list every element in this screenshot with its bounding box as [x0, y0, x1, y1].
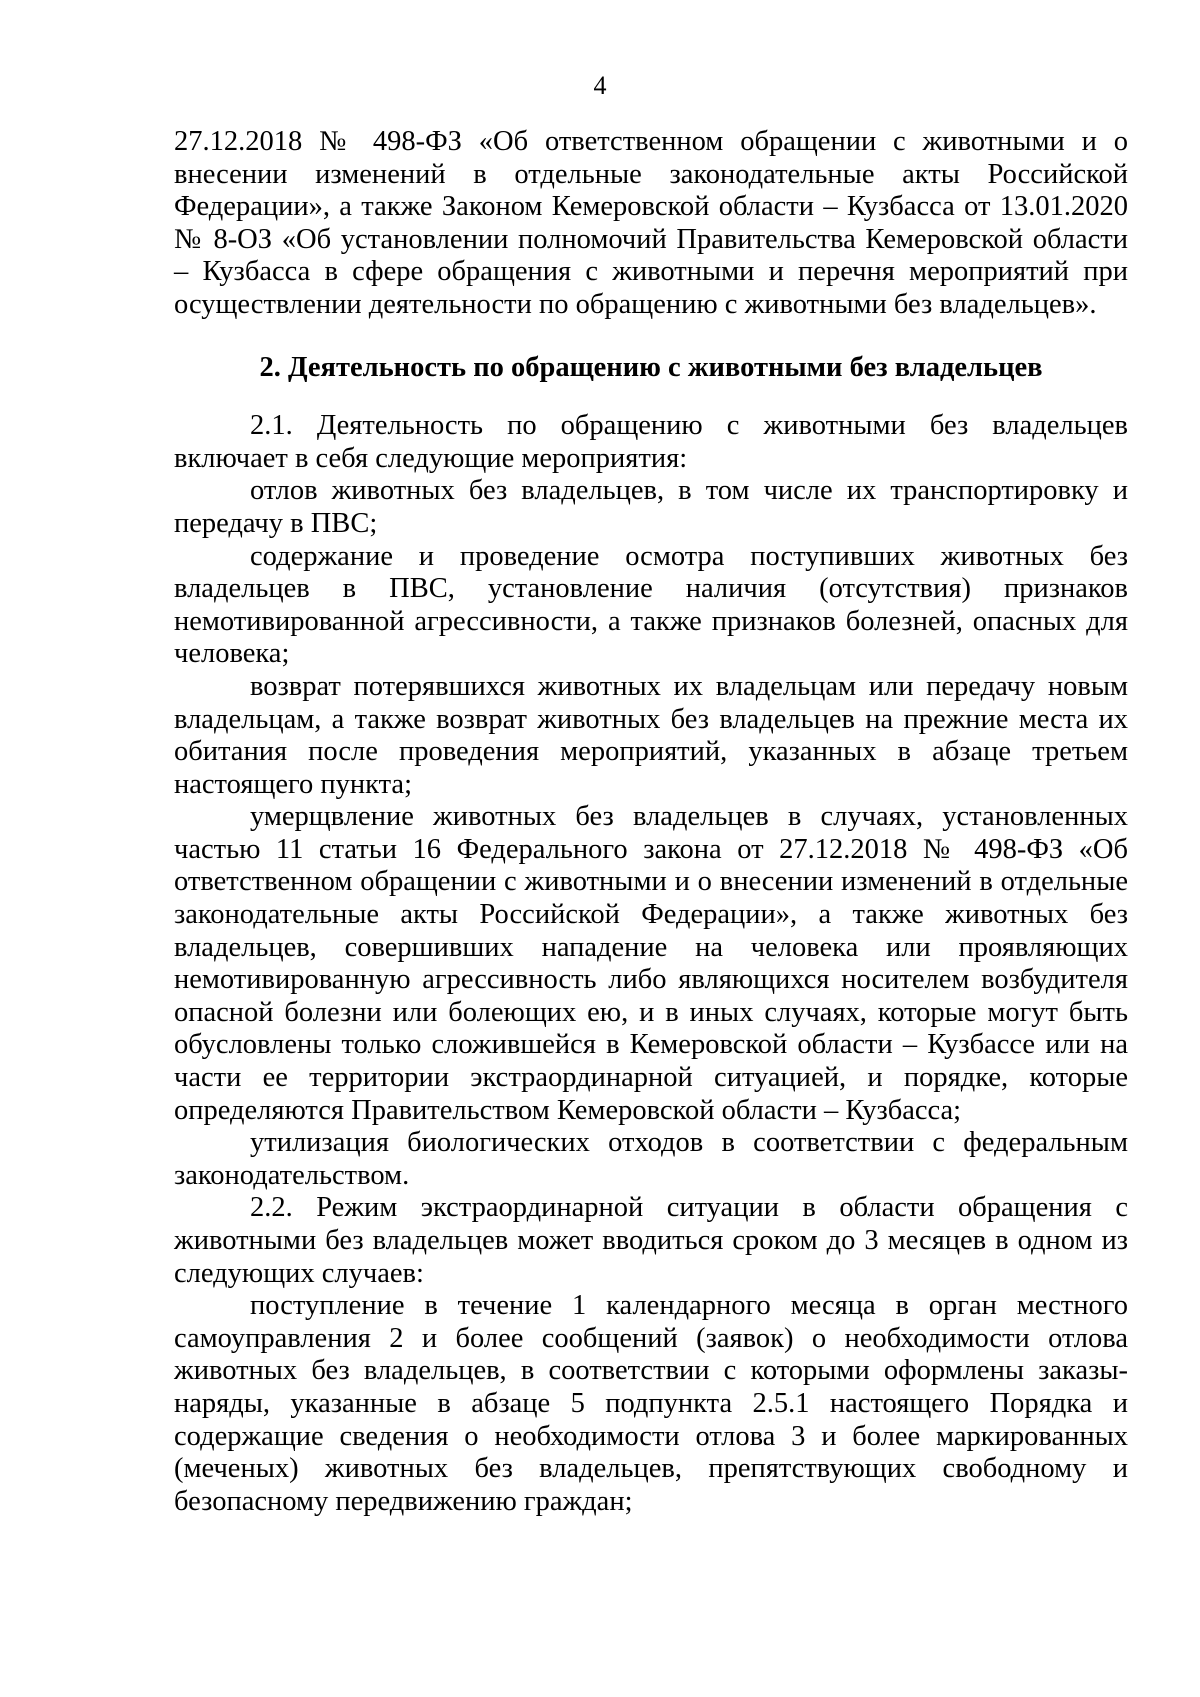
list-item-euthanasia: умерщвление животных без владельцев в случаях, установленных частью 11 статьи 16 Федерального закона от 27.12.2018 № 498-ФЗ «Об ответственном обращении с животными и о внесении изменений в отдельные законодательные акты Российской Федерации», а также животных без владельцев, совершивших нападение на человека или проявляющих немотивированную агрессивность либо являющихся носителем возбудителя опасной болезни или болеющих ею, и в иных случаях, которые могут быть обусловлены только сложившейся в Кемеровской области – Кузбассе или на части ее территории экстраординарной ситуацией, и порядке, которые определяются Правительством Кемеровской области – Кузбасса;: [174, 801, 1128, 1126]
document-body: [174, 126, 1128, 1518]
list-item-return: возврат потерявшихся животных их владельцам или передачу новым владельцам, а также возврат животных без владельцев на прежние места их обитания после проведения мероприятий, указанных в абзаце третьем настоящего пункта;: [174, 670, 1128, 800]
list-item-keeping: содержание и проведение осмотра поступивших животных без владельцев в ПВС, установление наличия (отсутствия) признаков немотивированной агрессивности, а также признаков болезней, опасных для человека;: [174, 540, 1128, 670]
paragraph-2-1: 2.1. Деятельность по обращению с животными без владельцев включает в себя следующие мероприятия:: [174, 410, 1128, 474]
list-item-disposal: утилизация биологических отходов в соответствии с федеральным законодательством.: [174, 1127, 1128, 1191]
list-item-capture: отлов животных без владельцев, в том числе их транспортировку и передачу в ПВС;: [174, 475, 1128, 539]
list-item-requests: поступление в течение 1 календарного месяца в орган местного самоуправления 2 и более сообщений (заявок) о необходимости отлова животных без владельцев, в соответствии с которыми оформлены заказы-наряды, указанные в абзаце 5 подпункта 2.5.1 настоящего Порядка и содержащие сведения о необходимости отлова 3 и более маркированных (меченых) животных без владельцев, препятствующих свободному и безопасному передвижению граждан;: [174, 1290, 1128, 1517]
page-number: 4: [593, 71, 607, 100]
intro-paragraph: 27.12.2018 № 498-ФЗ «Об ответственном обращении с животными и о внесении изменений в отдельные законодательные акты Российской Федерации», а также Законом Кемеровской области – Кузбасса от 13.01.2020 № 8-ОЗ «Об установлении полномочий Правительства Кемеровской области – Кузбасса в сфере обращения с животными и перечня мероприятий при осуществлении деятельности по обращению с животными без владельцев».: [174, 126, 1128, 320]
paragraph-2-2: 2.2. Режим экстраординарной ситуации в области обращения с животными без владельцев может вводиться сроком до 3 месяцев в одном из следующих случаев:: [174, 1192, 1128, 1289]
section-title: 2. Деятельность по обращению с животными без владельцев: [259, 351, 1043, 383]
